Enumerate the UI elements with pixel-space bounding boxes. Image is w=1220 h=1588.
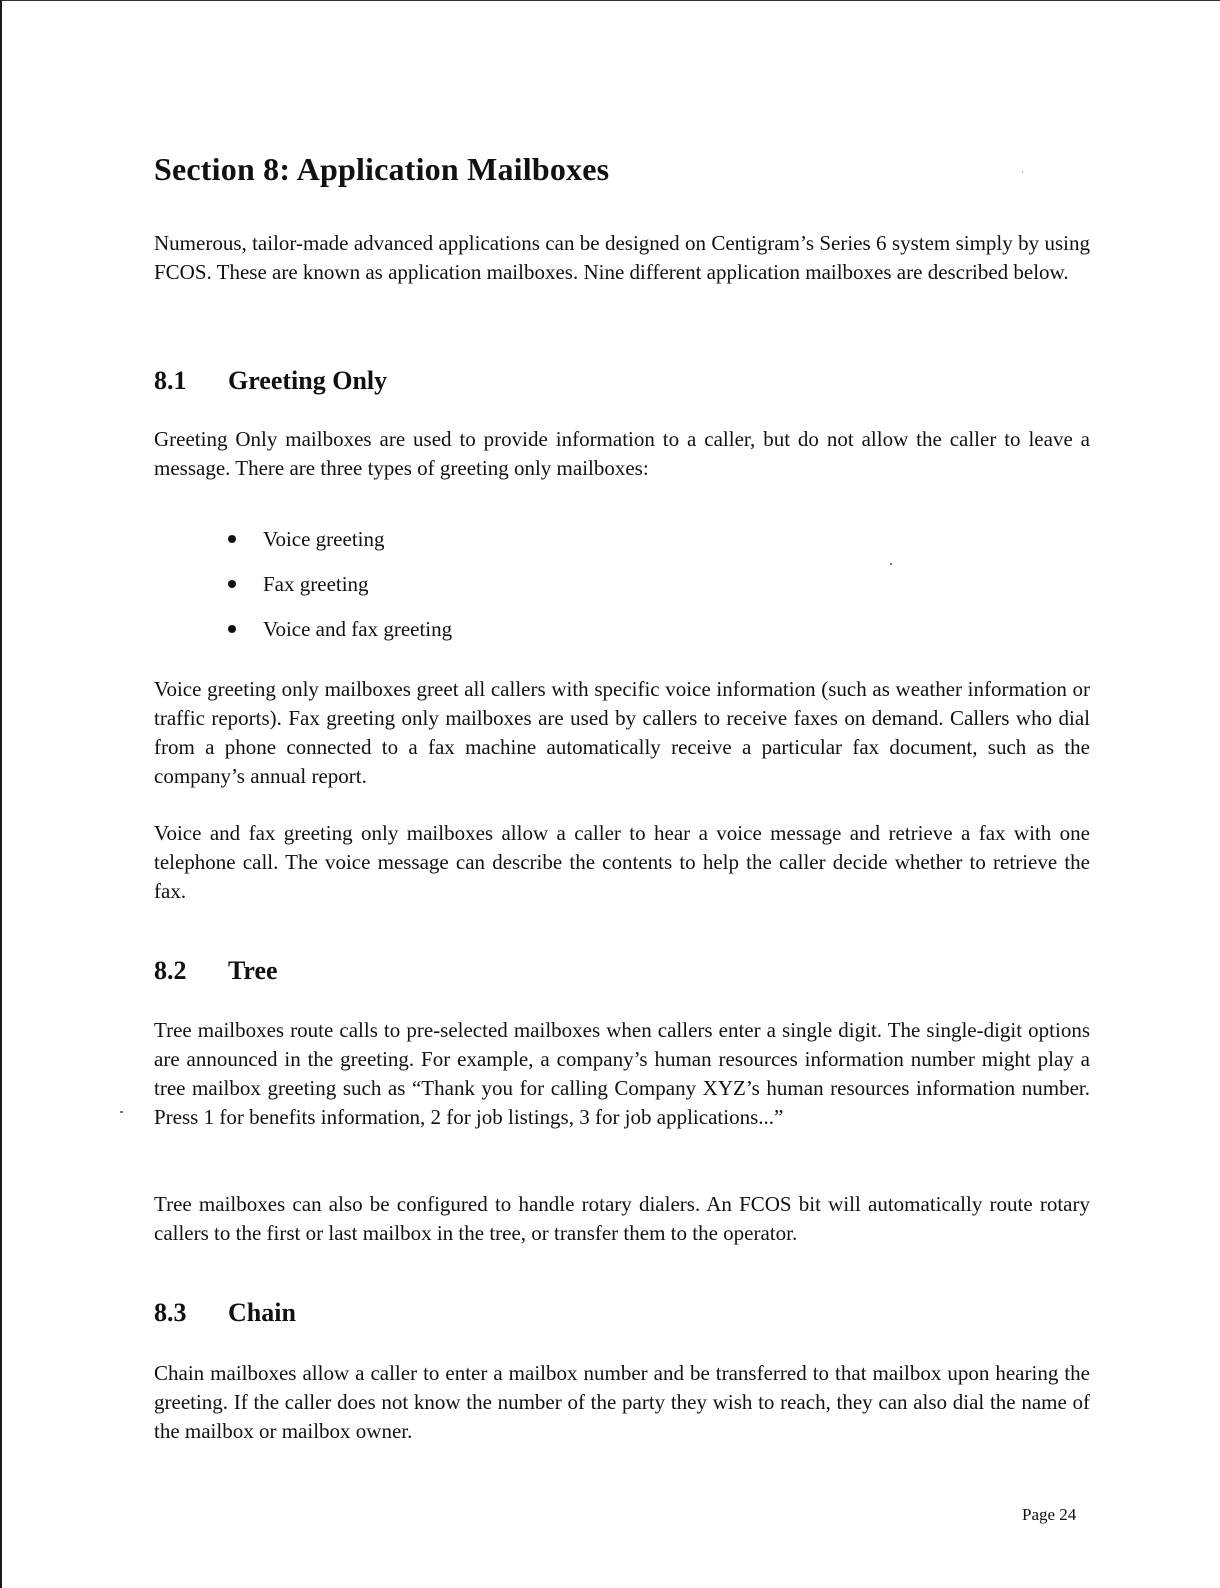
list-item-text: Voice greeting [263,527,385,551]
list-item-text: Fax greeting [263,572,369,596]
subsection-title: Chain [228,1298,296,1327]
subsection-heading-greeting-only [154,366,387,396]
subsection-heading-chain [154,1298,296,1328]
subsection-number: 8.2 [154,956,187,985]
subsection-number: 8.3 [154,1298,187,1327]
bullet-icon [228,580,236,588]
tree-paragraph-2: Tree mailboxes can also be configured to handle rotary dialers. An FCOS bit will automatically route rotary callers to the first or last mailbox in the tree, or transfer them to the operator. [154,1192,1090,1245]
section-intro-paragraph: Numerous, tailor-made advanced applications can be designed on Centigram’s Series 6 system simply by using FCOS. These are known as application mailboxes. Nine different application mailboxes are described below. [154,231,1090,284]
subsection-title: Tree [228,956,278,985]
tree-paragraph-1: Tree mailboxes route calls to pre-selected mailboxes when callers enter a single digit. The single-digit options are announced in the greeting. For example, a company’s human resources information number might play a tree mailbox greeting such as “Thank you for calling Company XYZ’s human resources information number. Press 1 for benefits information, 2 for job listings, 3 for job applications...” [154,1018,1090,1129]
list-item [228,615,452,660]
greeting-types-list [228,525,452,660]
bullet-icon [228,625,236,633]
list-item [228,570,452,615]
subsection-number: 8.1 [154,366,187,395]
greeting-only-paragraph-1: Greeting Only mailboxes are used to provide information to a caller, but do not allow the caller to leave a message. There are three types of greeting only mailboxes: [154,427,1090,480]
page-number: Page 24 [1022,1505,1077,1524]
chain-paragraph-1: Chain mailboxes allow a caller to enter a mailbox number and be transferred to that mailbox upon hearing the greeting. If the caller does not know the number of the party they wish to reach, they can also dial the name of the mailbox or mailbox owner. [154,1361,1090,1443]
scan-speck [890,563,892,565]
scan-speck [1022,171,1023,172]
greeting-only-paragraph-3: Voice and fax greeting only mailboxes allow a caller to hear a voice message and retrieve a fax with one telephone call. The voice message can describe the contents to help the caller decide whether to retrieve the fax. [154,821,1090,903]
bullet-icon [228,535,236,543]
subsection-title: Greeting Only [228,366,388,395]
section-title: Section 8: Application Mailboxes [154,151,610,187]
greeting-only-paragraph-2: Voice greeting only mailboxes greet all callers with specific voice information (such as weather information or traffic reports). Fax greeting only mailboxes are used by callers to receive faxes on demand. Callers who dial from a phone connected to a fax machine automatically receive a particular fax document, such as the company’s annual report. [154,677,1090,788]
list-item [228,525,452,570]
list-item-text: Voice and fax greeting [263,617,453,641]
subsection-heading-tree [154,956,278,986]
scan-speck [120,1111,123,1113]
